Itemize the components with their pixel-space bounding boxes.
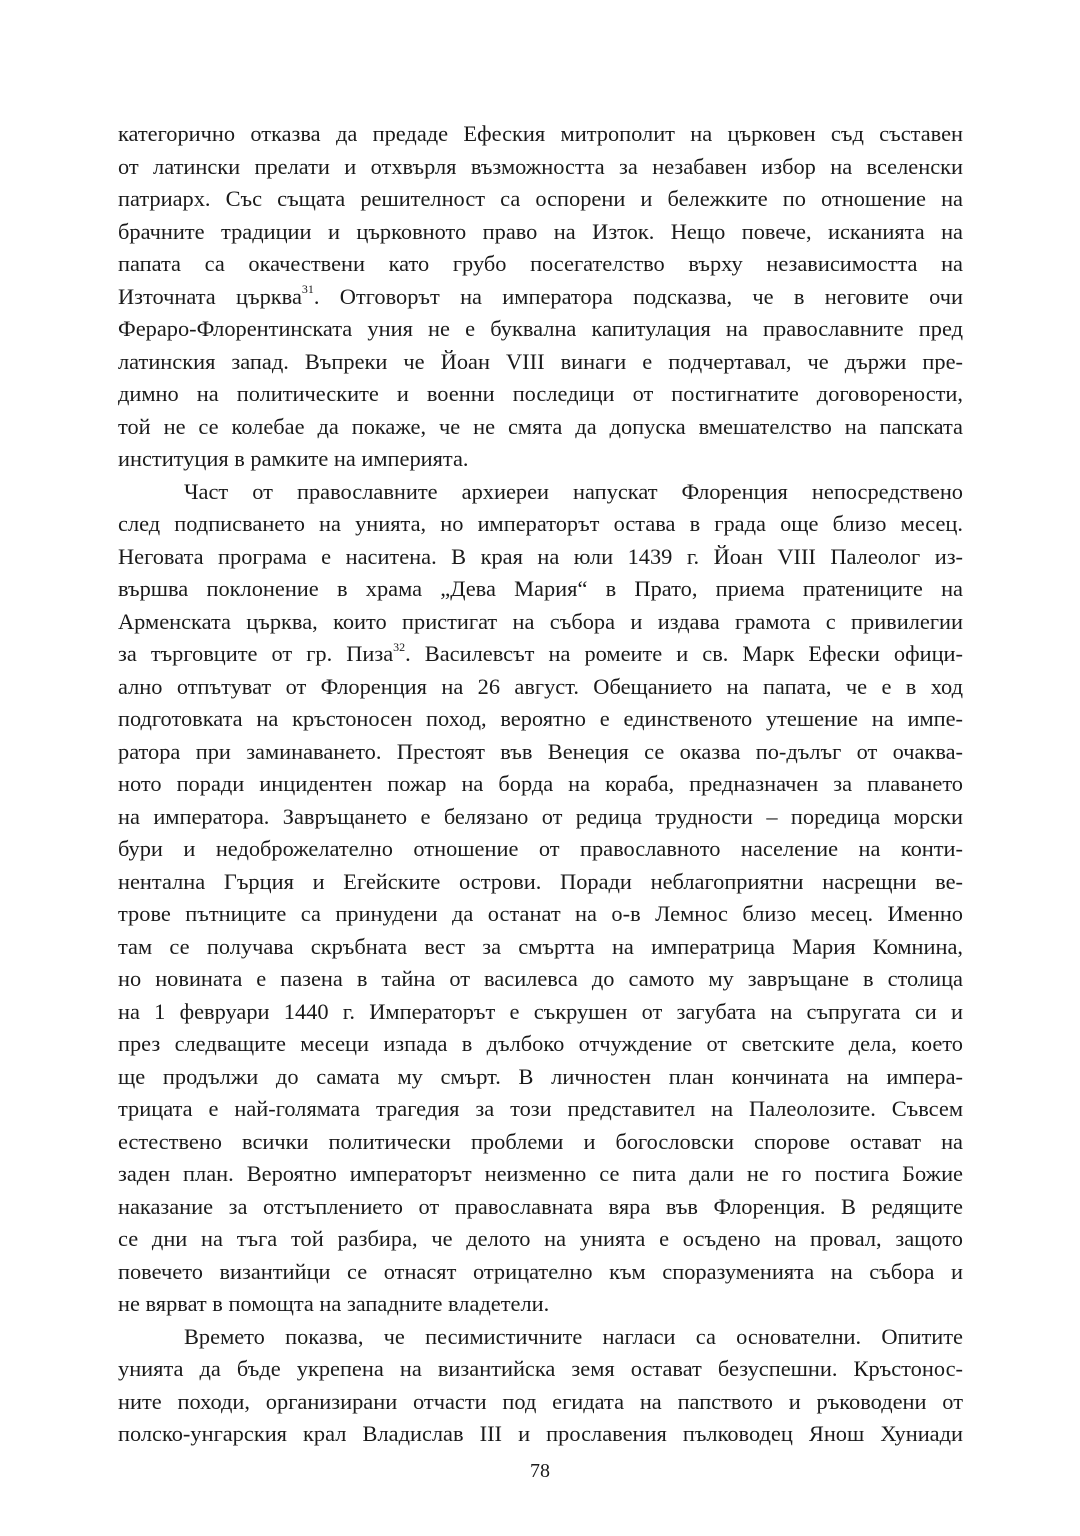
text-line	[118, 1028, 963, 1061]
text-line	[118, 1386, 963, 1419]
text-line	[118, 768, 963, 801]
text-line	[118, 866, 963, 899]
text-segment: но новината е пазена в тайна от василевса до самото му завръщане в столица	[118, 966, 963, 991]
text-line	[118, 606, 963, 639]
footnote-reference[interactable]: 32	[393, 639, 406, 654]
text-segment: институция в рамките на империята.	[118, 446, 469, 471]
paragraph	[118, 118, 963, 476]
text-line	[118, 898, 963, 931]
text-segment: ално отпътуват от Флоренция на 26 август. Обещанието на папата, че е в ход	[118, 673, 963, 699]
text-segment: за търговците от гр. Пиза	[118, 641, 394, 666]
text-segment: трове пътниците са принудени да останат на о-в Лемнос близо месец. Именно	[118, 901, 963, 926]
text-line	[118, 541, 963, 574]
text-segment: папата са окачествени като грубо посегателство върху независимостта на	[118, 251, 963, 276]
paragraph	[118, 1321, 963, 1451]
text-segment: на 1 февруари 1440 г. Императорът е съкрушен от загубата на съпругата си и	[118, 998, 963, 1024]
text-segment: ратора при заминаването. Престоят във Венеция се оказва по-дълъг от очаква-	[118, 738, 963, 764]
text-line	[118, 1353, 963, 1386]
text-segment: димно на политическите и военни последици от постигнатите договорености,	[118, 381, 963, 406]
text-line	[118, 216, 963, 249]
text-line	[118, 671, 963, 704]
page-number: 78	[530, 1460, 550, 1482]
text-line	[118, 801, 963, 834]
text-line	[118, 1093, 963, 1126]
text-segment: категорично отказва да предаде Ефеския митрополит на църковен съд съставен	[118, 121, 963, 146]
text-segment: нентална Гърция и Егейските острови. Поради неблагоприятни насрещни ве-	[118, 868, 963, 894]
text-segment: бури и недоброжелателно отношение от православното население на конти-	[118, 836, 963, 861]
text-segment: от латински прелати и отхвърля възможността за незабавен избор на вселенски	[118, 153, 963, 179]
text-segment: на императора. Завръщането е белязано от редица трудности – поредица морски	[118, 803, 963, 829]
footnote-reference[interactable]: 31	[301, 282, 314, 297]
text-line	[118, 703, 963, 736]
text-segment: Фераро-Флорентинската уния не е буквална капитулация на православните пред	[118, 316, 963, 341]
text-line	[118, 1223, 963, 1256]
text-segment: не вярват в помощта на западните владетели.	[118, 1291, 550, 1316]
text-line	[118, 963, 963, 996]
text-segment: Неговата програма е наситена. В края на юли 1439 г. Йоан VIII Палеолог из-	[118, 543, 963, 569]
text-segment: подготовката на кръстоносен поход, вероятно е единственото утешение на импе-	[118, 706, 963, 731]
text-segment: заден план. Вероятно императорът неизменно се пита дали не го постига Божие	[118, 1161, 963, 1186]
text-segment: естествено всички политически проблеми и богословски спорове остават на	[118, 1128, 963, 1154]
text-segment: там се получава скръбната вест за смъртта на императрица Мария Комнина,	[118, 933, 963, 959]
text-line	[118, 1126, 963, 1159]
text-segment: през следващите месеци изпада в дълбоко отчуждение от светските дела, което	[118, 1031, 963, 1056]
text-line	[118, 476, 963, 509]
text-line	[118, 996, 963, 1029]
text-segment: се дни на тъга той разбира, че делото на унията е осъдено на провал, защото	[118, 1226, 963, 1251]
text-line	[118, 411, 963, 444]
text-segment: наказание за отстъплението от православната вяра във Флоренция. В редящите	[118, 1193, 963, 1219]
text-line	[118, 443, 963, 476]
text-segment: повечето византийци се отнасят отрицателно към споразуменията на събора и	[118, 1258, 963, 1284]
paragraph	[118, 476, 963, 1321]
text-line	[118, 346, 963, 379]
text-line	[118, 736, 963, 769]
text-line	[118, 1256, 963, 1289]
text-line	[118, 1321, 963, 1354]
text-segment: . Василевсът на ромеите и св. Марк Ефески офици-	[405, 641, 963, 666]
text-segment: патриарх. Със същата решителност са оспорени и бележките по отношение на	[118, 186, 963, 211]
text-segment: унията да бъде укрепена на византийска земя остават безуспешни. Кръстонос-	[118, 1356, 963, 1381]
text-segment: Източната църква	[118, 283, 302, 309]
text-segment: латинския запад. Въпреки че Йоан VIII винаги е подчертавал, че държи пре-	[118, 348, 963, 374]
text-segment: след подписването на унията, но императорът остава в града още близо месец.	[118, 511, 963, 536]
text-segment: Част от православните архиереи напускат Флоренция непосредствено	[184, 478, 963, 504]
text-segment: брачните традиции и църковното право на Изток. Нещо повече, исканията на	[118, 218, 963, 244]
text-segment: полско-унгарския крал Владислав III и прославения пълководец Янош Хуниади	[118, 1421, 963, 1446]
text-line	[118, 1418, 963, 1451]
text-line	[118, 1191, 963, 1224]
text-line	[118, 931, 963, 964]
text-segment: Арменската църква, които пристигат на събора и издава грамота с привилегии	[118, 608, 963, 634]
text-segment: ните походи, организирани отчасти под егидата на папството и ръководени от	[118, 1388, 963, 1414]
text-segment: . Отговорът на императора подсказва, че в неговите очи	[313, 283, 963, 309]
text-line	[118, 151, 963, 184]
text-line	[118, 248, 963, 281]
page-body	[118, 118, 963, 1451]
text-line	[118, 833, 963, 866]
text-segment: трицата е най-голямата трагедия за този представител на Палеолозите. Съвсем	[118, 1096, 963, 1121]
text-segment: вършва поклонение в храма „Дева Мария“ в Прато, приема пратениците на	[118, 576, 963, 601]
text-line	[118, 281, 963, 314]
text-line	[118, 508, 963, 541]
text-segment: ще продължи до самата му смърт. В личностен план кончината на импера-	[118, 1063, 963, 1089]
text-line	[118, 1158, 963, 1191]
text-line	[118, 378, 963, 411]
text-line	[118, 183, 963, 216]
text-line	[118, 1288, 963, 1321]
text-line	[118, 313, 963, 346]
text-segment: Времето показва, че песимистичните нагласи са основателни. Опитите	[184, 1323, 963, 1349]
text-line	[118, 638, 963, 671]
text-line	[118, 573, 963, 606]
text-segment: той не се колебае да покаже, че не смята да допуска вмешателство на папската	[118, 413, 963, 439]
text-line	[118, 118, 963, 151]
text-line	[118, 1061, 963, 1094]
text-segment: ното поради инцидентен пожар на борда на кораба, предназначен за плаването	[118, 771, 963, 796]
